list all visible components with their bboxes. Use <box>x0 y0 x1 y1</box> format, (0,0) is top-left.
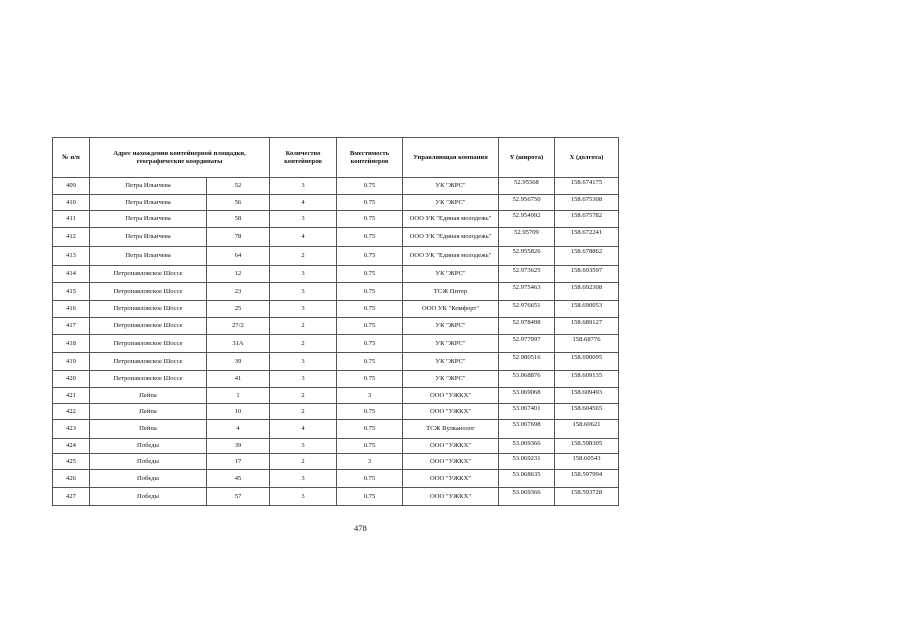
house-number: 52 <box>207 178 270 195</box>
container-count: 3 <box>270 211 337 228</box>
containers-table <box>52 137 619 506</box>
latitude: 53.069366 <box>499 439 555 454</box>
table-row <box>53 335 619 353</box>
container-count: 3 <box>270 301 337 318</box>
container-count: 3 <box>270 371 337 388</box>
table-row <box>53 388 619 404</box>
container-count: 3 <box>270 353 337 371</box>
table-row <box>53 420 619 439</box>
house-number: 41 <box>207 371 270 388</box>
table-row <box>53 470 619 488</box>
container-count: 4 <box>270 195 337 211</box>
street-cell: Пейпа <box>90 388 207 404</box>
longitude: 158.675782 <box>555 211 619 228</box>
container-count: 3 <box>270 283 337 301</box>
row-number: 422 <box>53 404 90 420</box>
container-capacity: 0.75 <box>337 228 403 247</box>
container-capacity: 0.75 <box>337 353 403 371</box>
latitude: 53.069068 <box>499 388 555 404</box>
longitude: 158.689127 <box>555 318 619 335</box>
latitude: 52.95709 <box>499 228 555 247</box>
container-capacity: 0.75 <box>337 266 403 283</box>
longitude: 158.604565 <box>555 404 619 420</box>
house-number: 17 <box>207 454 270 470</box>
table-row <box>53 371 619 388</box>
row-number: 410 <box>53 195 90 211</box>
management-company: ООО УК "Единая молодежь" <box>403 228 499 247</box>
row-number: 420 <box>53 371 90 388</box>
longitude: 158.593728 <box>555 488 619 506</box>
latitude: 52.95568 <box>499 178 555 195</box>
row-number: 426 <box>53 470 90 488</box>
container-capacity: 3 <box>337 388 403 404</box>
row-number: 425 <box>53 454 90 470</box>
header-num: № п/п <box>53 138 90 178</box>
management-company: ООО "УЖКХ" <box>403 439 499 454</box>
street-cell: Победы <box>90 488 207 506</box>
container-capacity: 0.75 <box>337 195 403 211</box>
street-cell: Петра Ильичева <box>90 195 207 211</box>
street-cell: Пейпа <box>90 404 207 420</box>
latitude: 52.978498 <box>499 318 555 335</box>
table-row <box>53 439 619 454</box>
longitude: 158.692308 <box>555 283 619 301</box>
street-cell: Победы <box>90 439 207 454</box>
house-number: 10 <box>207 404 270 420</box>
latitude: 52.956750 <box>499 195 555 211</box>
container-capacity: 0.75 <box>337 247 403 266</box>
house-number: 58 <box>207 211 270 228</box>
latitude: 53.068876 <box>499 371 555 388</box>
table-header-row <box>53 138 619 178</box>
container-count: 3 <box>270 178 337 195</box>
house-number: 64 <box>207 247 270 266</box>
street-cell: Петропавловское Шоссе <box>90 266 207 283</box>
latitude: 53.067698 <box>499 420 555 439</box>
container-count: 3 <box>270 439 337 454</box>
management-company: УК "ЖРС" <box>403 318 499 335</box>
row-number: 423 <box>53 420 90 439</box>
container-capacity: 0.75 <box>337 283 403 301</box>
street-cell: Пейпа <box>90 420 207 439</box>
longitude: 158.690095 <box>555 353 619 371</box>
table-row <box>53 301 619 318</box>
container-count: 2 <box>270 388 337 404</box>
management-company: ООО "УЖКХ" <box>403 488 499 506</box>
street-cell: Петропавловское Шоссе <box>90 353 207 371</box>
street-cell: Петропавловское Шоссе <box>90 301 207 318</box>
house-number: 56 <box>207 195 270 211</box>
row-number: 415 <box>53 283 90 301</box>
row-number: 413 <box>53 247 90 266</box>
header-address: Адрес нахождения контейнерной площадки, географические координаты <box>90 138 270 178</box>
table-row <box>53 247 619 266</box>
latitude: 53.069366 <box>499 488 555 506</box>
management-company: ООО "УЖКХ" <box>403 454 499 470</box>
latitude: 52.977997 <box>499 335 555 353</box>
header-company: Управляющая компания <box>403 138 499 178</box>
latitude: 52.955826 <box>499 247 555 266</box>
table-row <box>53 353 619 371</box>
street-cell: Петра Ильичева <box>90 178 207 195</box>
row-number: 411 <box>53 211 90 228</box>
longitude: 158.60621 <box>555 420 619 439</box>
page-number: 478 <box>354 523 367 533</box>
longitude: 158.68776 <box>555 335 619 353</box>
table-row <box>53 178 619 195</box>
management-company: ООО "УЖКХ" <box>403 388 499 404</box>
row-number: 427 <box>53 488 90 506</box>
table-row <box>53 266 619 283</box>
container-capacity: 0.75 <box>337 178 403 195</box>
table-row <box>53 488 619 506</box>
house-number: 12 <box>207 266 270 283</box>
house-number: 45 <box>207 470 270 488</box>
house-number: 4 <box>207 420 270 439</box>
latitude: 53.069231 <box>499 454 555 470</box>
latitude: 53.067401 <box>499 404 555 420</box>
header-capacity: Вместимость контейнеров <box>337 138 403 178</box>
latitude: 52.980516 <box>499 353 555 371</box>
table-row <box>53 195 619 211</box>
container-capacity: 0.75 <box>337 420 403 439</box>
row-number: 421 <box>53 388 90 404</box>
row-number: 424 <box>53 439 90 454</box>
container-capacity: 0.75 <box>337 470 403 488</box>
table-row <box>53 211 619 228</box>
container-count: 4 <box>270 420 337 439</box>
table-row <box>53 404 619 420</box>
street-cell: Победы <box>90 454 207 470</box>
house-number: 23 <box>207 283 270 301</box>
street-cell: Петра Ильичева <box>90 211 207 228</box>
management-company: УК "ЖРС" <box>403 178 499 195</box>
container-capacity: 0.75 <box>337 371 403 388</box>
longitude: 158.609493 <box>555 388 619 404</box>
management-company: ООО "УЖКХ" <box>403 470 499 488</box>
table-row <box>53 454 619 470</box>
container-capacity: 0.75 <box>337 439 403 454</box>
latitude: 52.954992 <box>499 211 555 228</box>
container-capacity: 0.75 <box>337 404 403 420</box>
row-number: 417 <box>53 318 90 335</box>
house-number: 57 <box>207 488 270 506</box>
container-count: 4 <box>270 228 337 247</box>
container-capacity: 0.75 <box>337 318 403 335</box>
row-number: 419 <box>53 353 90 371</box>
latitude: 52.973625 <box>499 266 555 283</box>
container-capacity: 3 <box>337 454 403 470</box>
management-company: УК "ЖРС" <box>403 195 499 211</box>
longitude: 158.693597 <box>555 266 619 283</box>
longitude: 158.675308 <box>555 195 619 211</box>
management-company: УК "ЖРС" <box>403 335 499 353</box>
row-number: 416 <box>53 301 90 318</box>
management-company: ТСЖ Вулканолог <box>403 420 499 439</box>
house-number: 25 <box>207 301 270 318</box>
row-number: 414 <box>53 266 90 283</box>
house-number: 31А <box>207 335 270 353</box>
container-capacity: 0.75 <box>337 335 403 353</box>
street-cell: Петра Ильичева <box>90 247 207 266</box>
management-company: ООО УК "Комфорт" <box>403 301 499 318</box>
longitude: 158.674175 <box>555 178 619 195</box>
house-number: 27/2 <box>207 318 270 335</box>
table-row <box>53 283 619 301</box>
longitude: 158.672241 <box>555 228 619 247</box>
header-longitude: X (долгота) <box>555 138 619 178</box>
container-count: 2 <box>270 247 337 266</box>
header-count: Количество контейнеров <box>270 138 337 178</box>
street-cell: Петропавловское Шоссе <box>90 371 207 388</box>
container-count: 2 <box>270 318 337 335</box>
street-cell: Петропавловское Шоссе <box>90 318 207 335</box>
street-cell: Победы <box>90 470 207 488</box>
container-count: 2 <box>270 335 337 353</box>
latitude: 53.068635 <box>499 470 555 488</box>
longitude: 158.60543 <box>555 454 619 470</box>
table-row <box>53 318 619 335</box>
house-number: 78 <box>207 228 270 247</box>
street-cell: Петра Ильичева <box>90 228 207 247</box>
header-latitude: Y (широта) <box>499 138 555 178</box>
street-cell: Петропавловское Шоссе <box>90 283 207 301</box>
management-company: УК "ЖРС" <box>403 266 499 283</box>
container-count: 2 <box>270 404 337 420</box>
house-number: 39 <box>207 353 270 371</box>
management-company: ООО УК "Единая молодежь" <box>403 211 499 228</box>
management-company: ТСЖ Питер <box>403 283 499 301</box>
management-company: УК "ЖРС" <box>403 371 499 388</box>
row-number: 412 <box>53 228 90 247</box>
street-cell: Петропавловское Шоссе <box>90 335 207 353</box>
table-body <box>53 178 619 506</box>
longitude: 158.597994 <box>555 470 619 488</box>
management-company: УК "ЖРС" <box>403 353 499 371</box>
longitude: 158.690053 <box>555 301 619 318</box>
container-capacity: 0.75 <box>337 211 403 228</box>
longitude: 158.609135 <box>555 371 619 388</box>
longitude: 158.598305 <box>555 439 619 454</box>
management-company: ООО "УЖКХ" <box>403 404 499 420</box>
container-count: 2 <box>270 454 337 470</box>
container-capacity: 0.75 <box>337 488 403 506</box>
row-number: 418 <box>53 335 90 353</box>
house-number: 39 <box>207 439 270 454</box>
longitude: 158.678862 <box>555 247 619 266</box>
house-number: 1 <box>207 388 270 404</box>
latitude: 52.975463 <box>499 283 555 301</box>
latitude: 52.976651 <box>499 301 555 318</box>
management-company: ООО УК "Единая молодежь" <box>403 247 499 266</box>
container-count: 3 <box>270 488 337 506</box>
container-count: 3 <box>270 470 337 488</box>
container-capacity: 0.75 <box>337 301 403 318</box>
container-count: 3 <box>270 266 337 283</box>
row-number: 409 <box>53 178 90 195</box>
table-row <box>53 228 619 247</box>
